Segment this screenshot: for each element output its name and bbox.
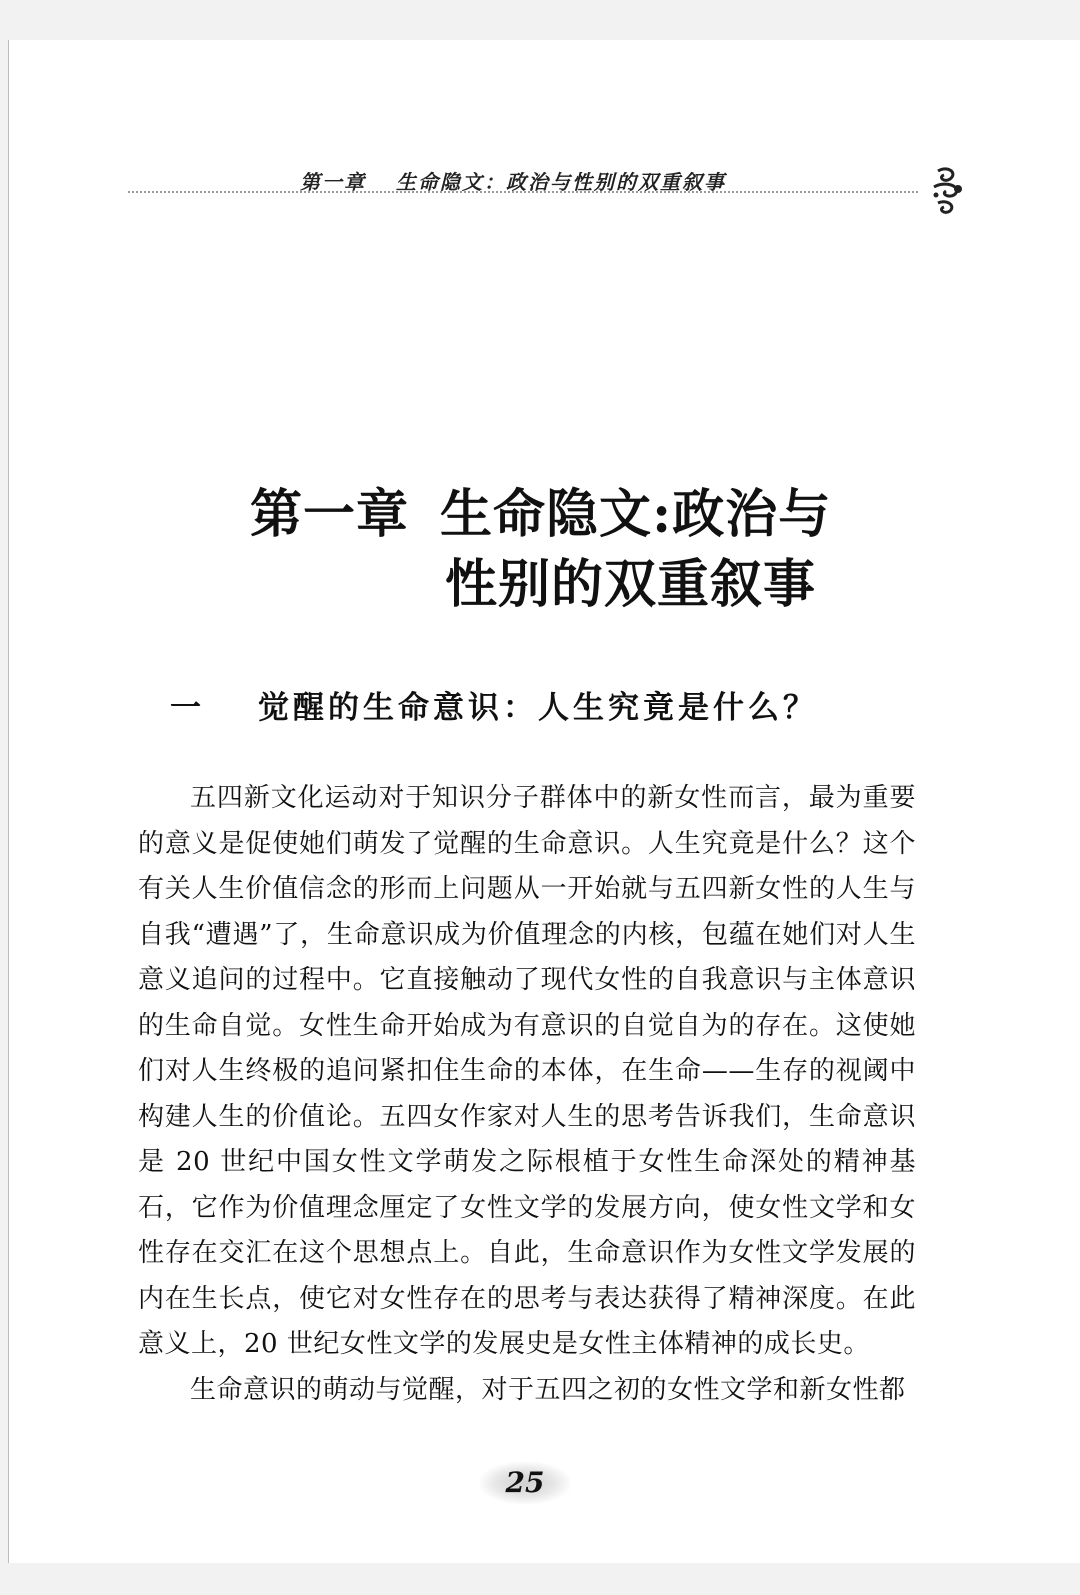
chapter-title — [250, 480, 831, 620]
chapter-number: 第一章 — [250, 484, 410, 545]
page-number: 25 — [480, 1462, 570, 1504]
section-heading — [170, 682, 818, 727]
section-number: 一 — [170, 690, 205, 726]
header-rule — [128, 191, 918, 193]
running-head-title: 生命隐文：政治与性别的双重叙事 — [396, 170, 726, 194]
chapter-title-line1: 生命隐文:政治与 — [440, 484, 832, 545]
running-head-chapter: 第一章 — [300, 170, 366, 194]
paragraph: 五四新文化运动对于知识分子群体中的新女性而言，最为重要的意义是促使她们萌发了觉醒的生命意识。人生究竟是什么？这个有关人生价值信念的形而上问题从一开始就与五四新女性的人生与自我“遭遇”了，生命意识成为价值理念的内核，包蕴在她们对人生意义追问的过程中。它直接触动了现代女性的自我意识与主体意识的生命自觉。女性生命开始成为有意识的自觉自为的存在。这使她们对人生终极的追问紧扣住生命的本体，在生命——生存的视阈中构建人生的价值论。五四女作家对人生的思考告诉我们，生命意识是 20 世纪中国女性文学萌发之际根植于女性生命深处的精神基石，它作为价值理念厘定了女性文学的发展方向，使女性文学和女性存在交汇在这个思想点上。自此，生命意识作为女性文学发展的内在生长点，使它对女性存在的思考与表达获得了精神深度。在此意义上，20 世纪女性文学的发展史是女性主体精神的成长史。 — [138, 783, 916, 1359]
chapter-title-line2: 性别的双重叙事 — [445, 554, 817, 615]
floral-ornament-icon — [930, 165, 964, 217]
section-title: 觉醒的生命意识：人生究竟是什么？ — [258, 690, 818, 726]
body-text — [138, 776, 916, 1413]
paragraph: 生命意识的萌动与觉醒，对于五四之初的女性文学和新女性都 — [190, 1374, 906, 1405]
